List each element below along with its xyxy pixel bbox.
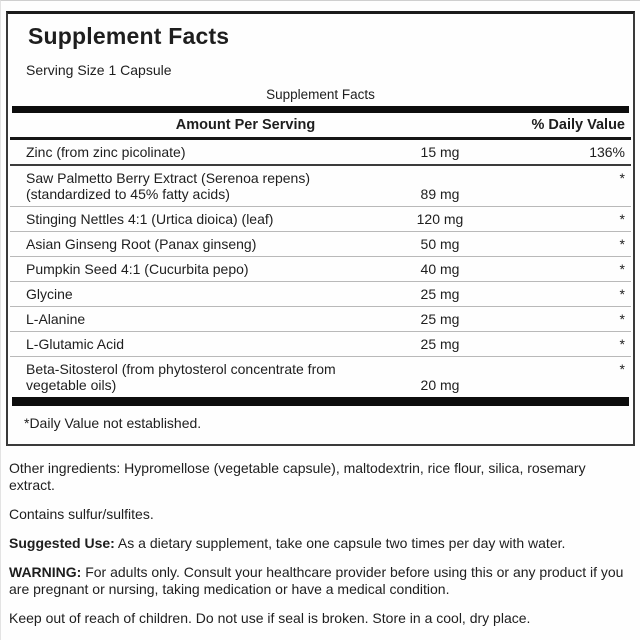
ingredient-row — [10, 332, 631, 357]
ingredient-amount: 40 mg — [420, 261, 460, 277]
suggested-use-body: As a dietary supplement, take one capsule two times per day with water. — [114, 535, 566, 551]
contains-text: Contains sulfur/sulfites. — [9, 506, 154, 522]
ingredient-name: Glycine — [26, 286, 73, 302]
table-header-row — [10, 113, 631, 140]
panel-title: Supplement Facts — [28, 23, 230, 49]
ingredient-amount: 25 mg — [420, 286, 460, 302]
ingredient-daily-value: 136% — [589, 144, 625, 160]
ingredient-amount: 50 mg — [420, 236, 460, 252]
ingredient-amount: 120 mg — [416, 211, 464, 227]
ingredient-amount: 25 mg — [420, 336, 460, 352]
ingredient-daily-value: * — [619, 170, 625, 186]
ingredient-row — [10, 207, 631, 232]
ingredient-daily-value: * — [619, 286, 625, 302]
amount-per-serving-header: Amount Per Serving — [175, 117, 316, 133]
serving-size: Serving Size 1 Capsule — [26, 62, 172, 78]
ingredient-name: L-Alanine — [26, 311, 86, 327]
ingredient-daily-value: * — [619, 361, 625, 377]
ingredient-daily-value: * — [619, 211, 625, 227]
ingredient-row — [10, 166, 631, 207]
supplement-info-section — [9, 460, 630, 627]
ingredient-amount: 20 mg — [420, 377, 460, 393]
suggested-use-label: Suggested Use: — [9, 535, 115, 551]
panel-subtitle: Supplement Facts — [266, 87, 375, 102]
ingredient-daily-value: * — [619, 311, 625, 327]
ingredient-amount: 15 mg — [420, 144, 460, 160]
warning-body: For adults only. Consult your healthcare provider before using this or any product if you are pregnant or nursing, taking medication or have a medical condition. — [9, 564, 624, 597]
other-ingredients-text: Other ingredients: Hypromellose (vegetable capsule), maltodextrin, rice flour, silica, rosemary extract. — [9, 460, 586, 493]
ingredient-name: Zinc (from zinc picolinate) — [26, 144, 186, 160]
daily-value-footnote: *Daily Value not established. — [24, 415, 202, 431]
ingredient-row — [10, 257, 631, 282]
ingredient-amount: 89 mg — [420, 186, 460, 202]
ingredient-row — [10, 307, 631, 332]
facts-table — [10, 106, 631, 406]
thick-divider-top — [12, 106, 629, 113]
ingredient-amount: 25 mg — [420, 311, 460, 327]
ingredient-name: Saw Palmetto Berry Extract (Serenoa repens) (standardized to 45% fatty acids) — [26, 170, 311, 202]
ingredient-name: L-Glutamic Acid — [26, 336, 125, 352]
storage-text: Keep out of reach of children. Do not use if seal is broken. Store in a cool, dry place. — [9, 610, 531, 626]
ingredient-row — [10, 357, 631, 397]
ingredient-name: Pumpkin Seed 4:1 (Cucurbita pepo) — [26, 261, 249, 277]
ingredient-name: Stinging Nettles 4:1 (Urtica dioica) (leaf) — [26, 211, 274, 227]
ingredient-daily-value: * — [619, 236, 625, 252]
ingredient-row — [10, 282, 631, 307]
ingredient-name: Beta-Sitosterol (from phytosterol concentrate from vegetable oils) — [26, 361, 336, 393]
ingredient-row — [10, 232, 631, 257]
supplement-facts-panel — [6, 11, 635, 446]
ingredient-row — [10, 140, 631, 166]
ingredient-daily-value: * — [619, 336, 625, 352]
daily-value-header: % Daily Value — [531, 117, 625, 133]
warning-label: WARNING: — [9, 564, 82, 580]
suggested-use-text — [9, 535, 630, 552]
ingredient-daily-value: * — [619, 261, 625, 277]
ingredient-rows — [10, 140, 631, 397]
warning-text — [9, 564, 630, 598]
ingredient-name: Asian Ginseng Root (Panax ginseng) — [26, 236, 257, 252]
thick-divider-bottom — [12, 397, 629, 406]
